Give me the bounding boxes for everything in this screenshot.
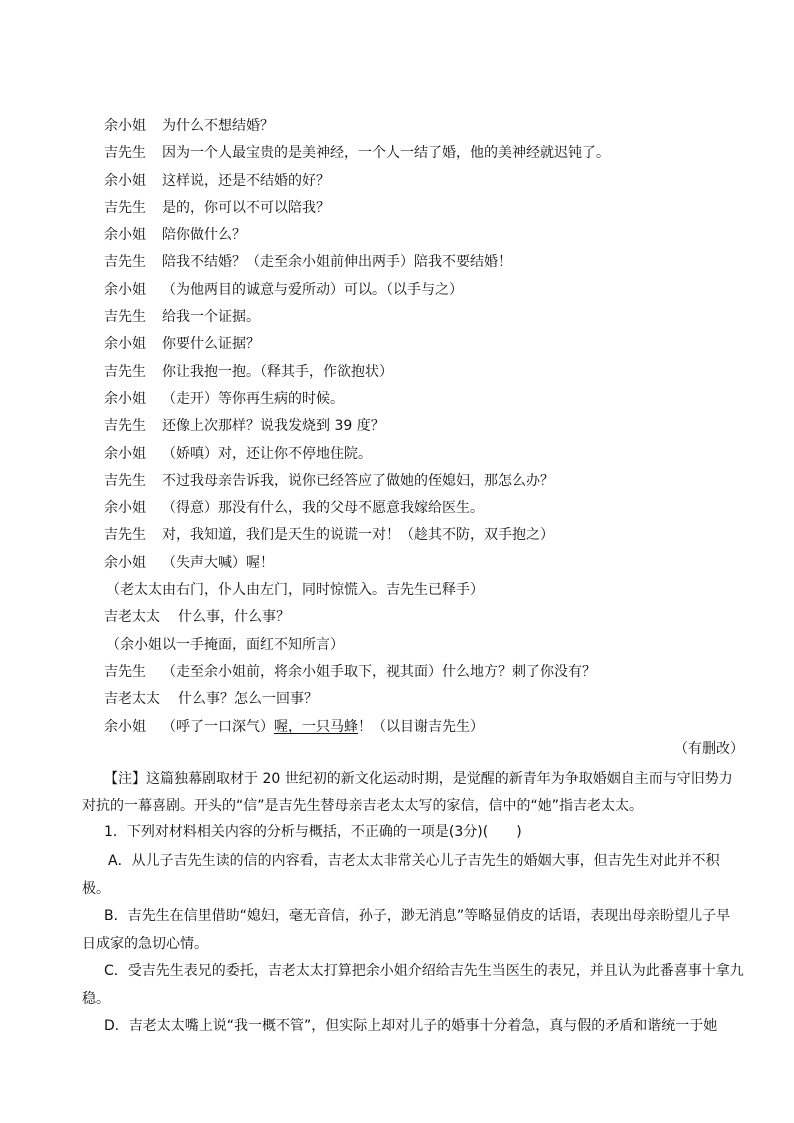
dialogue-line: [104, 249, 744, 276]
annotation-note: [82, 766, 744, 821]
speaker-name: 吉先生: [104, 363, 146, 380]
line-text: 你要什么证据？: [162, 336, 260, 353]
speaker-name: 吉老太太: [104, 691, 160, 708]
line-text: 不过我母亲告诉我，说你已经答应了做她的侄媳妇，那怎么办？: [162, 472, 554, 489]
source-note: （有删改）: [674, 741, 744, 757]
speaker-name: 吉先生: [104, 309, 146, 326]
option-a: A．从儿子吉先生读的信的内容看，吉老太太非常关心儿子吉先生的婚姻大事，但吉先生对此并不积极。: [82, 853, 720, 897]
option-b: B．吉先生在信里借助“媳妇，毫无音信，孙子，渺无消息”等略显俏皮的话语，表现出母亲盼望儿子早日成家的急切心情。: [82, 908, 731, 952]
speaker-name: 余小姐: [104, 227, 146, 244]
line-text: （走至余小姐前，将余小姐手取下，视其面）什么地方？刺了你没有？: [162, 663, 596, 680]
line-text: （娇嗔）对，还让你不停地住院。: [162, 445, 372, 462]
speaker-name: 余小姐: [104, 118, 146, 134]
speaker-name: 吉老太太: [104, 609, 160, 626]
line-text: 陪你做什么？: [162, 227, 246, 244]
speaker-name: 余小姐: [104, 390, 146, 407]
line-text: （老太太由右门，仆人由左门，同时惊慌入。吉先生已释手）: [106, 582, 484, 599]
dialogue-line: [104, 659, 744, 686]
dialogue-line: [104, 714, 744, 741]
line-text: 什么事？怎么一回事？: [178, 691, 318, 708]
line-text: 你让我抱一抱。（释其手，作欲抱状）: [162, 363, 393, 380]
dialogue-line: [104, 468, 744, 495]
speaker-name: 余小姐: [104, 718, 146, 735]
line-text: 这样说，还是不结婚的好？: [162, 172, 330, 189]
line-text: 因为一个人最宝贵的是美神经，一个人一结了婚，他的美神经就迟钝了。: [162, 145, 610, 162]
line-text-post: ！（以目谢吉先生）: [358, 718, 484, 735]
speaker-name: 吉先生: [104, 472, 146, 489]
speaker-name: 余小姐: [104, 281, 146, 298]
stage-direction: [106, 632, 744, 659]
option-c: C．受吉先生表兄的委托，吉老太太打算把余小姐介绍给吉先生当医生的表兄，并且认为此番喜事十拿九稳。: [82, 963, 744, 1007]
line-text: （得意）那没有什么，我的父母不愿意我嫁给医生。: [162, 500, 484, 517]
dialogue-line: [104, 604, 744, 631]
stage-direction: [106, 577, 744, 604]
dialogue-line: [104, 113, 744, 140]
line-text-pre: （呼了一口深气）: [162, 718, 274, 735]
dialogue-line: [104, 195, 744, 222]
play-dialogue: [104, 113, 744, 741]
question-stem: 1．下列对材料相关内容的分析与概括，不正确的一项是(3分)( ): [104, 824, 522, 840]
dialogue-line: [104, 441, 744, 468]
dialogue-line: [104, 331, 744, 358]
speaker-name: 吉先生: [104, 145, 146, 162]
line-text: （为他两目的诚意与爱所动）可以。（以手与之）: [162, 281, 463, 298]
dialogue-line: [104, 413, 744, 440]
dialogue-line: [104, 359, 744, 386]
note-text: 这篇独幕剧取材于 20 世纪初的新文化运动时期，是觉醒的新青年为争取婚姻自主而与守旧势力对抗的一幕喜剧。开头的“信”是吉先生替母亲吉老太太写的家信，信中的“她”指吉老太太。: [82, 771, 733, 815]
speaker-name: 余小姐: [104, 554, 146, 571]
speaker-name: 余小姐: [104, 445, 146, 462]
speaker-name: 余小姐: [104, 336, 146, 353]
dialogue-line: [104, 550, 744, 577]
dialogue-line: [104, 686, 744, 713]
dialogue-line: [104, 495, 744, 522]
speaker-name: 吉先生: [104, 527, 146, 544]
line-text: （走开）等你再生病的时候。: [162, 390, 344, 407]
speaker-name: 余小姐: [104, 500, 146, 517]
dialogue-line: [104, 386, 744, 413]
option-d: D．吉老太太嘴上说“我一概不管”，但实际上却对儿子的婚事十分着急，真与假的矛盾和谐统一于她: [104, 1018, 718, 1034]
dialogue-line: [104, 522, 744, 549]
speaker-name: 吉先生: [104, 199, 146, 216]
line-text: （余小姐以一手掩面，面红不知所言）: [106, 636, 344, 653]
line-text: 什么事，什么事？: [178, 609, 290, 626]
dialogue-line: [104, 168, 744, 195]
dialogue-line: [104, 277, 744, 304]
dialogue-line: [104, 140, 744, 167]
dialogue-line: [104, 304, 744, 331]
speaker-name: 余小姐: [104, 172, 146, 189]
speaker-name: 吉先生: [104, 254, 146, 271]
line-text: 还像上次那样？说我发烧到 39 度？: [162, 418, 385, 435]
line-text: 对，我知道，我们是天生的说谎一对！（趁其不防，双手抱之）: [162, 527, 554, 544]
underlined-text: 喔，一只马蜂: [274, 718, 358, 735]
speaker-name: 吉先生: [104, 663, 146, 680]
line-text: 陪我不结婚？（走至余小姐前伸出两手）陪我不要结婚！: [162, 254, 512, 271]
line-text: 为什么不想结婚？: [162, 118, 274, 134]
line-text: 是的，你可以不可以陪我？: [162, 199, 330, 216]
speaker-name: 吉先生: [104, 418, 146, 435]
line-text: （失声大喊）喔！: [162, 554, 274, 571]
dialogue-line: [104, 222, 744, 249]
line-text: 给我一个证据。: [162, 309, 260, 326]
note-tag: 【注】: [104, 771, 146, 787]
